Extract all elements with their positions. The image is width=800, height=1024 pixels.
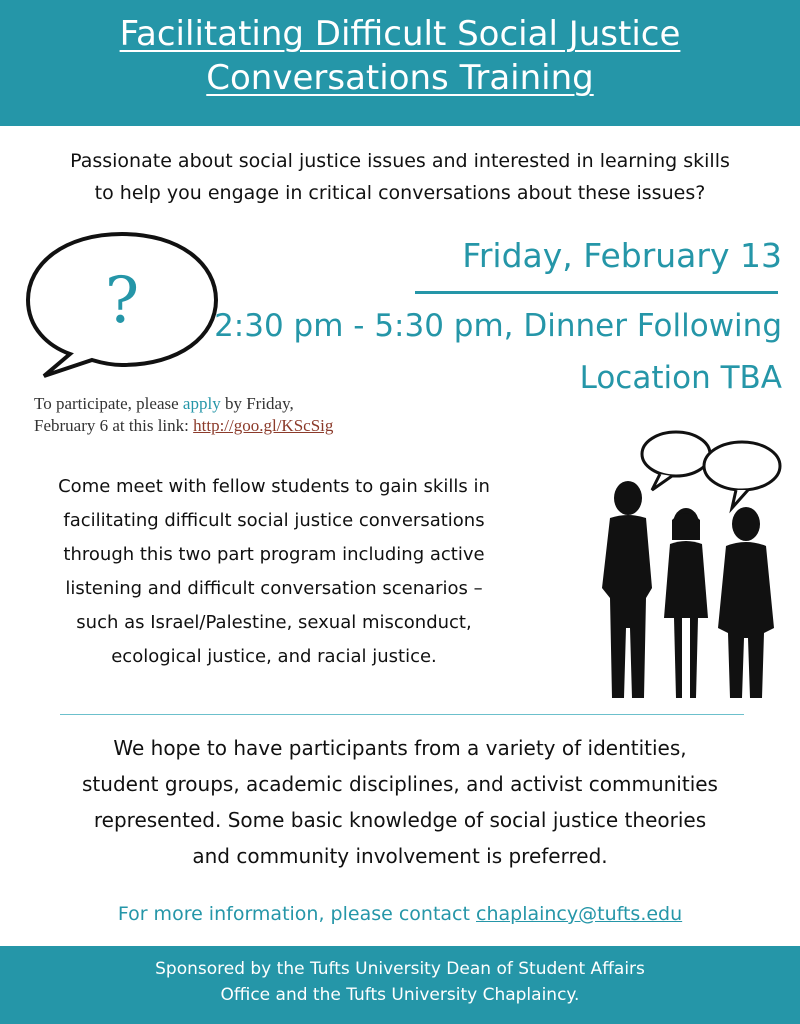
apply-url-link[interactable]: http://goo.gl/KScSig bbox=[193, 416, 334, 435]
apply-line-2 bbox=[34, 415, 514, 437]
date-underline bbox=[415, 291, 778, 294]
outro-line: We hope to have participants from a variety of identities, bbox=[113, 736, 687, 760]
contact-prefix: For more information, please contact bbox=[117, 903, 476, 925]
outro-line: and community involvement is preferred. bbox=[192, 844, 608, 868]
event-time: 2:30 pm - 5:30 pm, Dinner Following bbox=[214, 308, 782, 344]
title-line-1: Facilitating Difficult Social Justice bbox=[119, 14, 681, 54]
apply-link[interactable]: apply bbox=[182, 394, 221, 413]
apply-instructions bbox=[34, 393, 514, 437]
people-conversation-icon bbox=[588, 428, 793, 703]
contact-email-link[interactable]: chaplaincy@tufts.edu bbox=[476, 903, 683, 925]
contact-line bbox=[20, 897, 780, 931]
outro-line: represented. Some basic knowledge of social justice theories bbox=[93, 808, 707, 832]
section-divider bbox=[60, 714, 744, 715]
footer-banner bbox=[0, 946, 800, 1024]
intro-line-1: Passionate about social justice issues and interested in learning skills bbox=[70, 150, 730, 172]
header-banner bbox=[0, 0, 800, 126]
title-line-2: Conversations Training bbox=[206, 58, 594, 98]
description-line: such as Israel/Palestine, sexual misconduct, bbox=[76, 612, 472, 633]
description-line: listening and difficult conversation scenarios – bbox=[65, 578, 483, 599]
description-line: Come meet with fellow students to gain skills in bbox=[58, 476, 490, 497]
intro-text bbox=[20, 145, 780, 209]
apply-line-1 bbox=[34, 393, 514, 415]
participants-paragraph bbox=[20, 730, 780, 874]
program-description bbox=[14, 470, 534, 674]
description-line: through this two part program including active bbox=[63, 544, 485, 565]
footer-line-1: Sponsored by the Tufts University Dean of Student Affairs bbox=[155, 959, 645, 979]
apply-middle: by Friday, bbox=[220, 394, 294, 413]
description-line: facilitating difficult social justice conversations bbox=[63, 510, 485, 531]
question-mark: ? bbox=[104, 264, 140, 338]
outro-line: student groups, academic disciplines, and activist communities bbox=[82, 772, 718, 796]
apply-prefix: To participate, please bbox=[34, 394, 183, 413]
intro-line-2: to help you engage in critical conversations about these issues? bbox=[94, 182, 706, 204]
event-location: Location TBA bbox=[579, 360, 782, 396]
event-date: Friday, February 13 bbox=[462, 236, 782, 275]
apply-line2-prefix: February 6 at this link: bbox=[34, 416, 194, 435]
description-line: ecological justice, and racial justice. bbox=[111, 646, 437, 667]
footer-line-2: Office and the Tufts University Chaplaincy. bbox=[220, 985, 580, 1005]
